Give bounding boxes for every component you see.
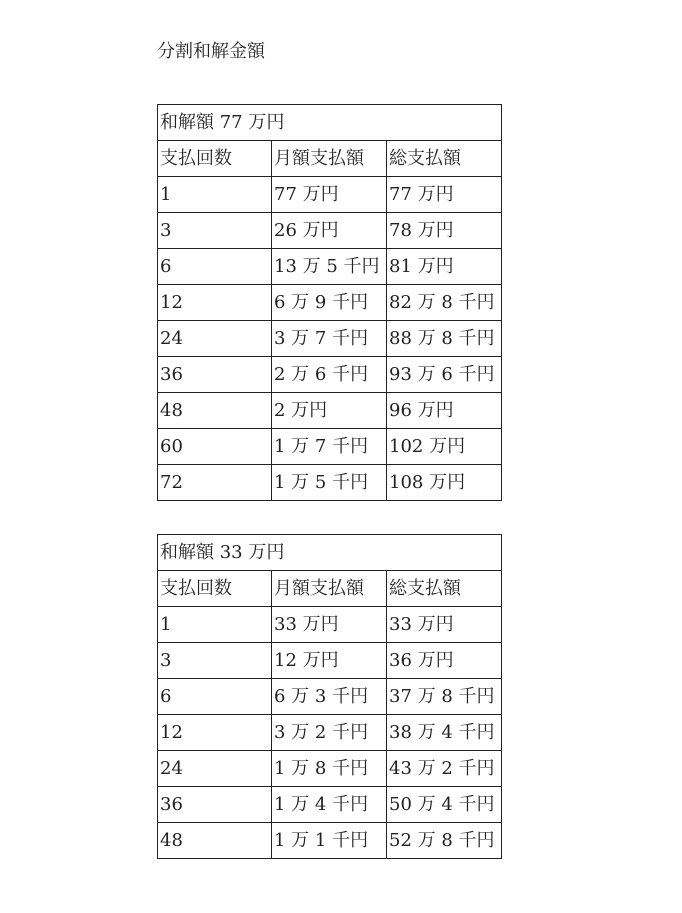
monthly-payment-cell: 77 万円 (272, 177, 387, 213)
table-row (158, 823, 502, 859)
column-header-total-payment: 総支払額 (387, 571, 502, 607)
installments-cell: 48 (158, 393, 272, 429)
monthly-payment-cell: 12 万円 (272, 643, 387, 679)
table-row (158, 213, 502, 249)
table-header-row (158, 571, 502, 607)
total-payment-cell: 88 万 8 千円 (387, 321, 502, 357)
total-payment-cell: 108 万円 (387, 465, 502, 501)
table-header-row (158, 141, 502, 177)
table-row (158, 429, 502, 465)
table-row (158, 357, 502, 393)
monthly-payment-cell: 13 万 5 千円 (272, 249, 387, 285)
monthly-payment-cell: 33 万円 (272, 607, 387, 643)
monthly-payment-cell: 2 万円 (272, 393, 387, 429)
total-payment-cell: 96 万円 (387, 393, 502, 429)
table-row (158, 321, 502, 357)
table-row (158, 249, 502, 285)
installments-cell: 1 (158, 607, 272, 643)
total-payment-cell: 43 万 2 千円 (387, 751, 502, 787)
total-payment-cell: 82 万 8 千円 (387, 285, 502, 321)
monthly-payment-cell: 6 万 3 千円 (272, 679, 387, 715)
installments-cell: 12 (158, 285, 272, 321)
installments-cell: 72 (158, 465, 272, 501)
installments-cell: 3 (158, 643, 272, 679)
installments-cell: 6 (158, 679, 272, 715)
total-payment-cell: 102 万円 (387, 429, 502, 465)
column-header-total-payment: 総支払額 (387, 141, 502, 177)
table-row (158, 177, 502, 213)
table-row (158, 393, 502, 429)
monthly-payment-cell: 1 万 5 千円 (272, 465, 387, 501)
installments-cell: 3 (158, 213, 272, 249)
installments-cell: 12 (158, 715, 272, 751)
column-header-monthly-payment: 月額支払額 (272, 571, 387, 607)
column-header-installments: 支払回数 (158, 141, 272, 177)
monthly-payment-cell: 26 万円 (272, 213, 387, 249)
total-payment-cell: 77 万円 (387, 177, 502, 213)
installments-cell: 60 (158, 429, 272, 465)
installments-cell: 36 (158, 787, 272, 823)
settlement-table-33 (157, 534, 502, 859)
installments-cell: 48 (158, 823, 272, 859)
installments-cell: 24 (158, 321, 272, 357)
table-row (158, 787, 502, 823)
table-row (158, 679, 502, 715)
monthly-payment-cell: 3 万 7 千円 (272, 321, 387, 357)
installments-cell: 1 (158, 177, 272, 213)
monthly-payment-cell: 3 万 2 千円 (272, 715, 387, 751)
table-row (158, 607, 502, 643)
table-row (158, 715, 502, 751)
total-payment-cell: 38 万 4 千円 (387, 715, 502, 751)
monthly-payment-cell: 1 万 7 千円 (272, 429, 387, 465)
table-caption: 和解額 33 万円 (158, 535, 502, 571)
total-payment-cell: 37 万 8 千円 (387, 679, 502, 715)
total-payment-cell: 36 万円 (387, 643, 502, 679)
monthly-payment-cell: 1 万 1 千円 (272, 823, 387, 859)
installments-cell: 36 (158, 357, 272, 393)
table-row (158, 751, 502, 787)
monthly-payment-cell: 1 万 8 千円 (272, 751, 387, 787)
column-header-monthly-payment: 月額支払額 (272, 141, 387, 177)
total-payment-cell: 33 万円 (387, 607, 502, 643)
installments-cell: 6 (158, 249, 272, 285)
monthly-payment-cell: 2 万 6 千円 (272, 357, 387, 393)
installments-cell: 24 (158, 751, 272, 787)
settlement-table-77 (157, 104, 502, 501)
table-row (158, 465, 502, 501)
total-payment-cell: 78 万円 (387, 213, 502, 249)
total-payment-cell: 81 万円 (387, 249, 502, 285)
monthly-payment-cell: 6 万 9 千円 (272, 285, 387, 321)
table-caption: 和解額 77 万円 (158, 105, 502, 141)
table-row (158, 285, 502, 321)
monthly-payment-cell: 1 万 4 千円 (272, 787, 387, 823)
table-caption-row (158, 535, 502, 571)
page-title: 分割和解金額 (157, 41, 265, 62)
table-caption-row (158, 105, 502, 141)
table-row (158, 643, 502, 679)
total-payment-cell: 50 万 4 千円 (387, 787, 502, 823)
column-header-installments: 支払回数 (158, 571, 272, 607)
total-payment-cell: 93 万 6 千円 (387, 357, 502, 393)
total-payment-cell: 52 万 8 千円 (387, 823, 502, 859)
